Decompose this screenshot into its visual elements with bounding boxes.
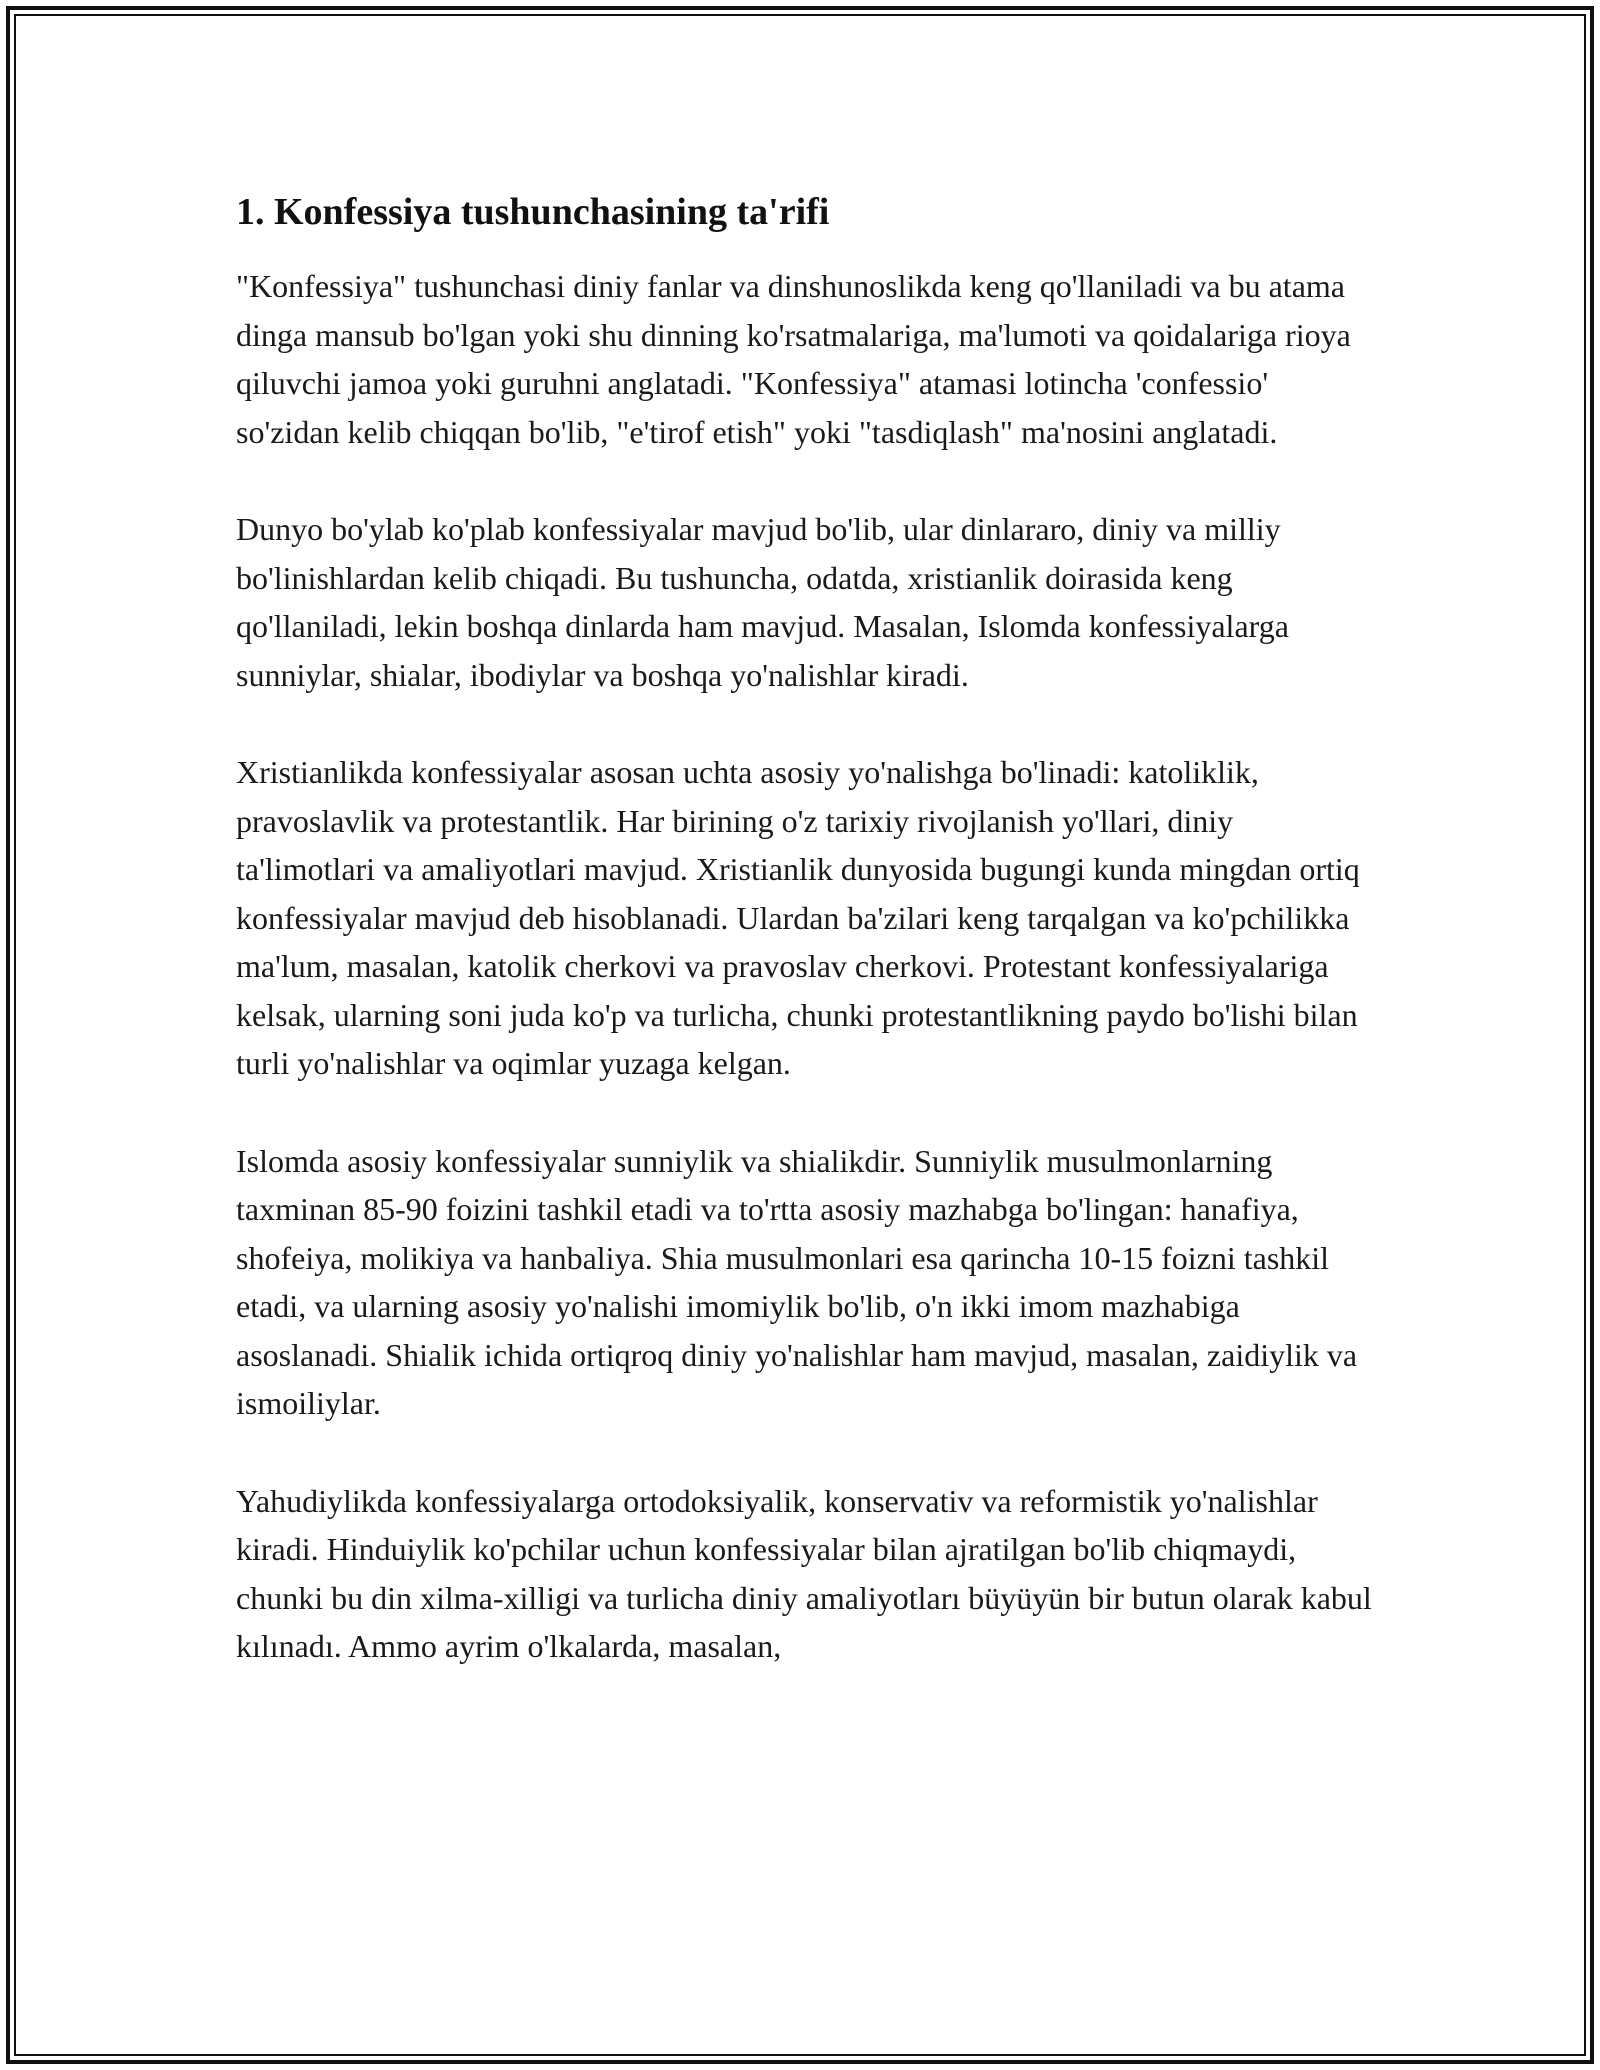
paragraph-christianity: Xristianlikda konfessiyalar asosan uchta asosiy yo'nalishga bo'linadi: katoliklik, pravoslavlik va protestantlik. Har birining o'z tarixiy rivojlanish yo'llari, diniy ta'limotlari va amaliyotlari mavjud. Xristianlik dunyosida bugungi kunda mingdan ortiq konfessiyalar mavjud deb hisoblanadi. Ulardan ba'zilari keng tarqalgan va ko'pchilikka ma'lum, masalan, katolik cherkovi va pravoslav cherkovi. Protestant konfessiyalariga kelsak, ularning soni juda ko'p va turlicha, chunki protestantlikning paydo bo'lishi bilan turli yo'nalishlar va oqimlar yuzaga kelgan. — [236, 754, 1360, 1081]
paragraph-world-confessions: Dunyo bo'ylab ko'plab konfessiyalar mavjud bo'lib, ular dinlararo, diniy va milliy bo'linishlardan kelib chiqadi. Bu tushuncha, odatda, xristianlik doirasida keng qo'llaniladi, lekin boshqa dinlarda ham mavjud. Masalan, Islomda konfessiyalarga sunniylar, shialar, ibodiylar va boshqa yo'nalishlar kiradi. — [236, 511, 1289, 693]
document-body — [236, 186, 1376, 1720]
paragraph-islam: Islomda asosiy konfessiyalar sunniylik va shialikdir. Sunniylik musulmonlarning taxminan 85-90 foizini tashkil etadi va to'rtta asosiy mazhabga bo'lingan: hanafiya, shofeiya, molikiya va hanbaliya. Shia musulmonlari esa qarincha 10-15 foizni tashkil etadi, va ularning asosiy yo'nalishi imomiylik bo'lib, o'n ikki imom mazhabiga asoslanadi. Shialik ichida ortiqroq diniy yo'nalishlar ham mavjud, masalan, zaidiylik va ismoiliylar. — [236, 1142, 1358, 1421]
section-heading: 1. Konfessiya tushunchasining ta'rifi — [236, 191, 830, 233]
paragraph-definition: "Konfessiya" tushunchasi diniy fanlar va dinshunoslikda keng qo'llaniladi va bu atama dinga mansub bo'lgan yoki shu dinning ko'rsatmalariga, ma'lumoti va qoidalariga rioya qiluvchi jamoa yoki guruhni anglatadi. "Konfessiya" atamasi lotincha 'confessio' so'zidan kelib chiqqan bo'lib, "e'tirof etish" yoki "tasdiqlash" ma'nosini anglatadi. — [236, 268, 1351, 450]
paragraph-judaism-hinduism: Yahudiylikda konfessiyalarga ortodoksiyalik, konservativ va reformistik yo'nalishlar kiradi. Hinduiylik ko'pchilar uchun konfessiyalar bilan ajratilgan bo'lib chiqmaydi, chunki bu din xilma-xilligi va turlicha diniy amaliyotları büyüyün bir butun olarak kabul kılınadı. Ammo ayrim o'lkalarda, masalan, — [236, 1482, 1372, 1664]
